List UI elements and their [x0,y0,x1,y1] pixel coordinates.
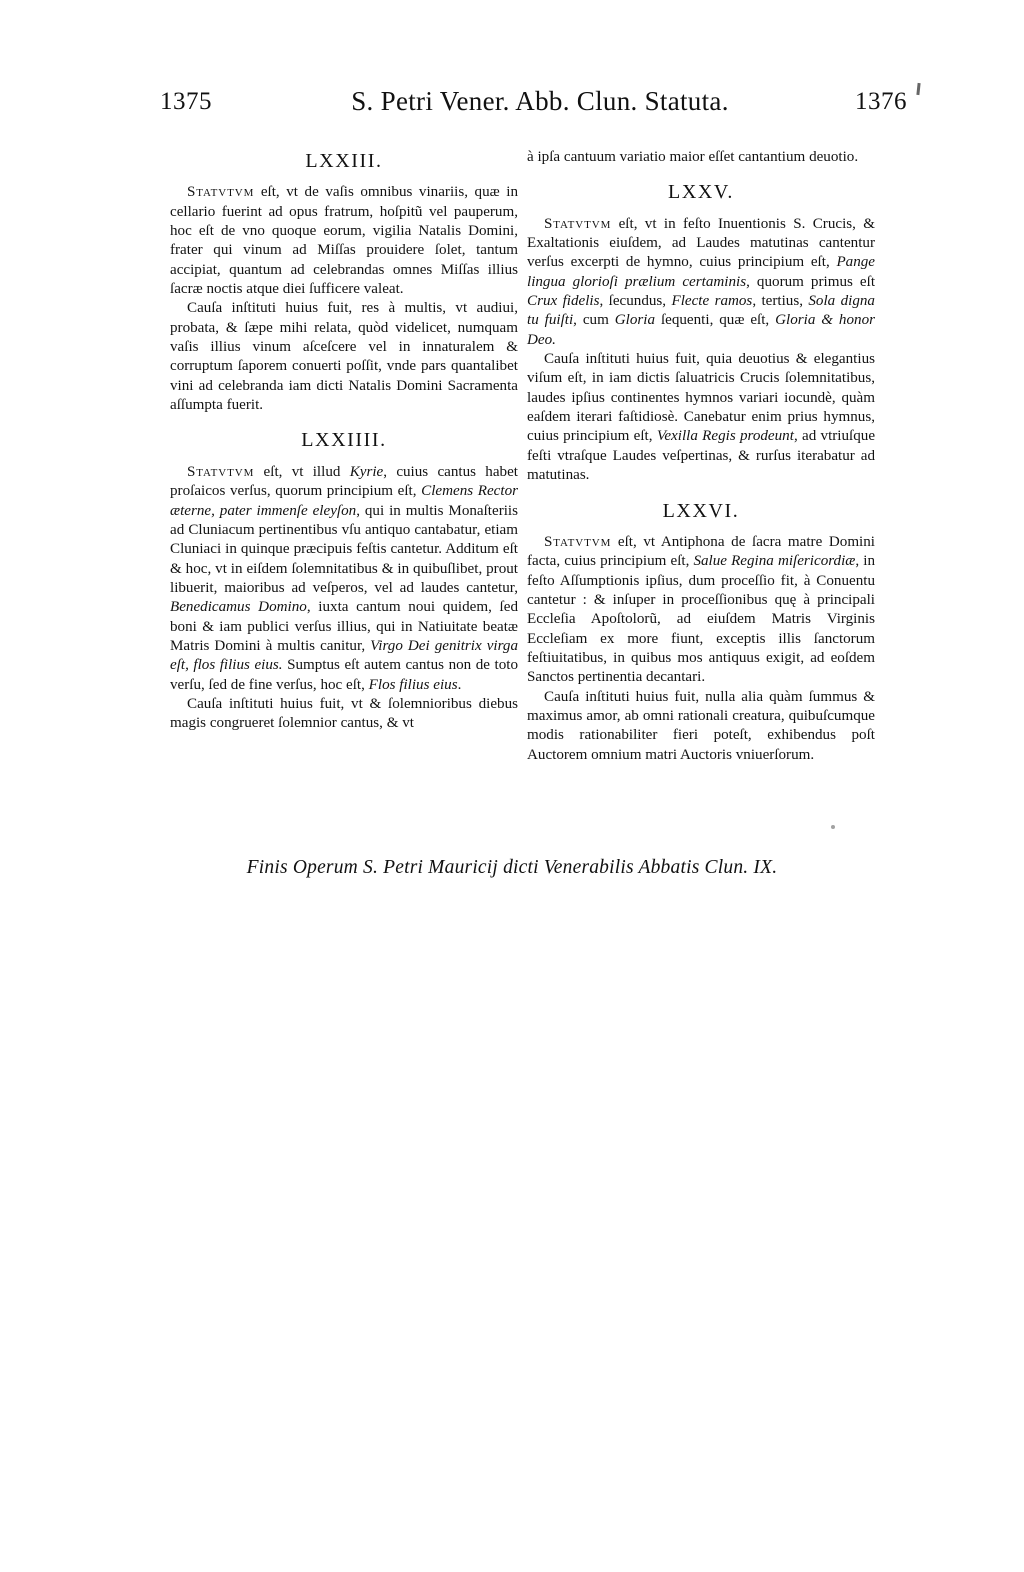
incipit-gloria: Gloria [614,312,656,329]
folio-number-right: 1376 [855,88,907,115]
section-heading-lxxv: LXXV. [668,181,734,204]
paragraph [170,695,518,734]
text-column-left [170,148,518,734]
incipit-benedicamus-domino: Benedicamus Domino [170,599,307,616]
colophon: Finis Operum S. Petri Mauricij dicti Venerabilis Abbatis Clun. IX. [246,857,778,878]
paragraph [170,183,518,299]
incipit-kyrie: Kyrie [349,463,384,480]
paragraph-continuation [527,148,875,167]
paragraph: Statvtvm eſt, vt illud Kyrie, cuius cantus habet proſaicos verſus, quorum principium eſt, Clemens Rector æterne, pater immenſe eleyſon, qui in multis Monaſteriis ad Cluniacum pertinentibus vſu antiquo cantabatur, etiam Cluniaci in quinque præcipuis feſtis cantetur. Additum eſt & hoc, vt in eiſdem ſolemnitatibus & in quibuſlibet, prout libuerit, maioribus ad veſperos, vel ad laudes cantetur, Benedicamus Domino, iuxta cantum noui quidem, ſed boni & iam publici verſus illius, qui in Natiuitate beatæ Matris Domini à multis canitur, Virgo Dei genitrix virga eſt, flos filius eius. Sumptus eſt autem cantus non de toto verſu, ſed de fine verſus, hoc eſt, Flos filius eius. [170,463,518,693]
paragraph-lead-smallcaps: Statvtvm [187,184,255,201]
paragraph: Statvtvm eſt, vt Antiphona de ſacra matre Domini facta, cuius principium eſt, Salue Regina miſericordiæ, in feſto Aſſumptionis ipſius, dum proceſſio fit, à Conuentu cantetur : & inſuper in proceſſionibus quę à principali Eccleſia Apoſtolorũ, ad eiuſdem Matris Virginis Eccleſiam ex more fiunt, exceptis illis ſanctorum feſtiuitatibus, in quibus mos antiquus exigit, ad eoſdem Sanctos pertinentia decantari. [527,533,875,686]
paragraph-lead-smallcaps: Statvtvm [544,215,612,232]
text-column-right [527,148,875,765]
paragraph-lead-smallcaps: Statvtvm [187,463,255,480]
section-heading-lxxiii: LXXIII. [305,150,383,172]
paragraph: Statvtvm eſt, vt in feſto Inuentionis S. Crucis, & Exaltationis eiuſdem, ad Laudes matutinas cantentur verſus excerpti de hymno, cuius principium eſt, Pange lingua glorioſi prælium certaminis, quorum primus eſt Crux fidelis, ſecundus, Flecte ramos, tertius, Sola digna tu fuiſti, cum Gloria ſequenti, quæ eſt, Gloria & honor Deo. [527,215,876,348]
running-head [160,88,920,132]
incipit-crux-fidelis: Crux fidelis [527,293,600,310]
incipit-virgo-dei-genitrix: Virgo Dei genitrix virga eſt, flos filius eius. [170,637,518,674]
paragraph-text: Cauſa inſtituti huius fuit, vt & ſolemnioribus diebus magis congrueret ſolemnior cantus, & vt [170,695,518,732]
paragraph: Cauſa inſtituti huius fuit, quia deuotius & elegantius viſum eſt, in iam dictis ſaluatricis Crucis ſolemnitatibus, laudes ipſius continentes hymnos variari iocundè, quàm eaſdem iterari faſtidiosè. Canebatur enim prius hymnus, cuius principium eſt, Vexilla Regis prodeunt, ad vtriuſque feſti vtraſque Laudes veſpertinas, & rurſus iterabatur ad matutinas. [527,351,876,484]
incipit-gloria-honor-deo: Gloria & honor Deo. [527,312,875,348]
incipit-clemens-rector: Clemens Rector æterne, pater immenſe eleyſon [170,483,518,519]
incipit-flecte-ramos: Flecte ramos [671,293,753,310]
paragraph-lead-smallcaps: Statvtvm [544,533,612,550]
paragraph [170,299,518,415]
incipit-sola-digna: Sola digna tu fuiſti [527,293,875,329]
incipit-pange-lingua: Pange lingua glorioſi prælium certaminis [527,254,875,290]
paragraph [527,688,875,765]
paragraph-text: Cauſa inſtituti huius fuit, res à multis, vt audiui, probata, & ſæpe mihi relata, quòd videlicet, numquam vaſis illius vinum aſceſcere vel in innaturalem & corruptum ſaporem conuerti poſſit, vnde pars quantalibet vini ad celebranda iam dicti Natalis Domini Sacramenta aſſumpta fuerit. [170,300,518,414]
paragraph-text: Cauſa inſtituti huius fuit, nulla alia quàm ſummus & maximus amor, ab omni rationali creatura, quibuſcumque modis rationabiliter fieri poteſt, exhibendus poſt Auctorem omnium matri Auctoris vniuerſorum. [527,688,875,763]
paragraph-text: à ipſa cantuum variatio maior eſſet cantantium deuotio. [527,149,859,165]
page-title: S. Petri Vener. Abb. Clun. Statuta. [351,86,729,116]
paragraph-text: eſt, vt de vaſis omnibus vinariis, quæ in cellario fuerint ad opus fratrum, hoſpitũ vel pauperum, hoc eſt de vno quoque eorum, vigilia Natalis Domini, frater qui vinum ad Miſſas prouidere ſolet, tantum accipiat, quantum ad celebrandas omnes Miſſas illius ſacræ noctis atque diei ſufficere valeat. [170,184,518,298]
section-heading-lxxvi: LXXVI. [662,499,740,522]
scan-speck [831,825,835,829]
section-heading-lxxiiii: LXXIIII. [301,429,387,452]
folio-number-left: 1375 [160,88,212,115]
incipit-vexilla-regis: Vexilla Regis prodeunt [656,428,794,445]
incipit-salue-regina: Salue Regina miſericordiæ [693,553,856,570]
incipit-flos-filius-eius: Flos filius eius [368,676,458,693]
